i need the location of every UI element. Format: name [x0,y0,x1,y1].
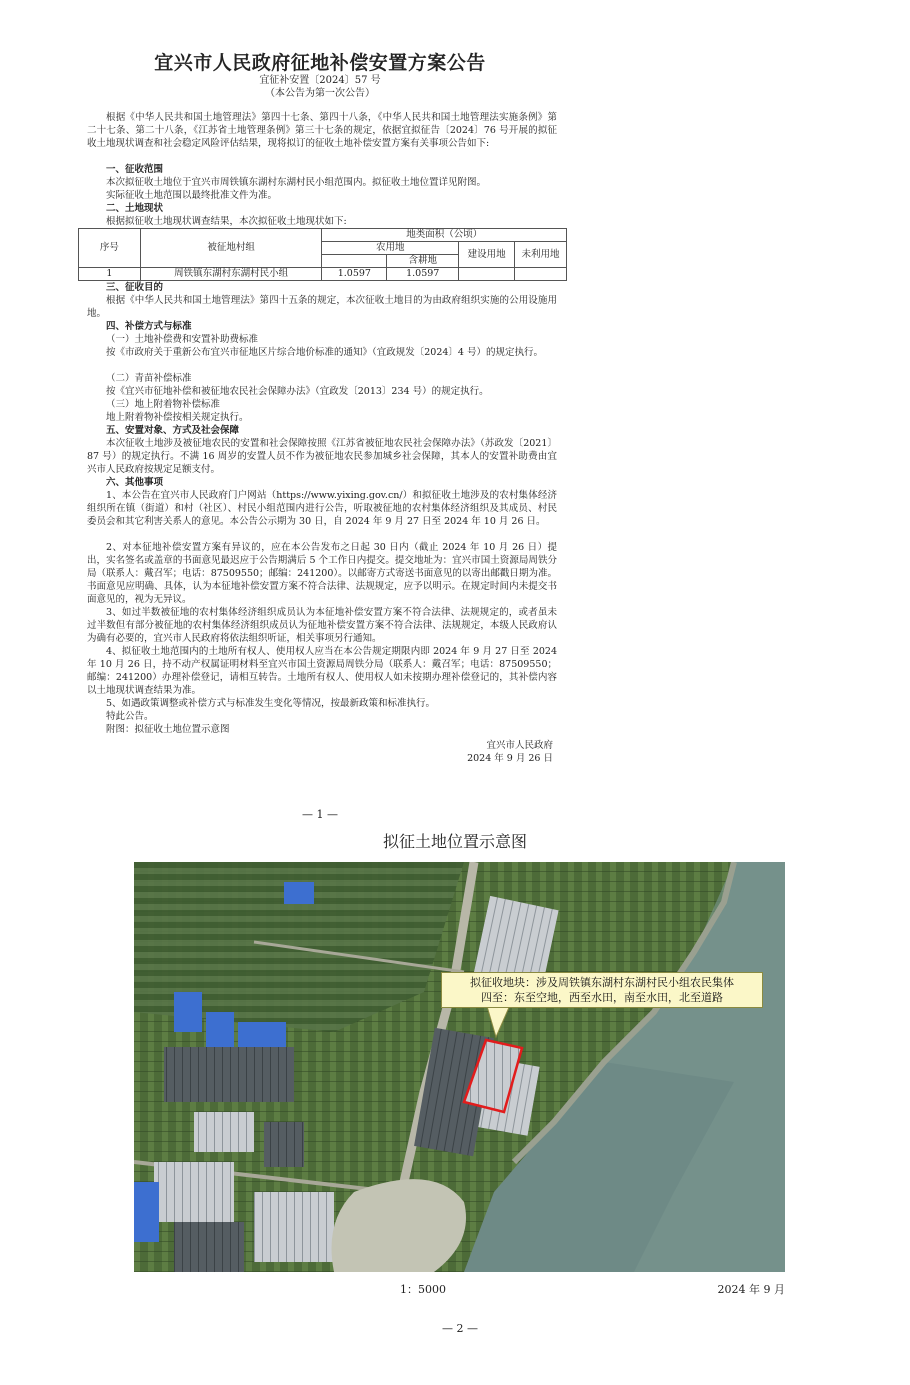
map-scale: 1：5000 [400,1283,446,1296]
satellite-map [134,862,785,1272]
cell-seq: 1 [79,268,141,281]
section-1-p2: 实际征收土地范围以最终批准文件为准。 [106,190,278,201]
callout-line-1: 拟征收地块：涉及周铁镇东湖村东湖村民小组农民集体 [470,976,734,989]
land-status-table [78,228,567,281]
cell-arable: 1.0597 [387,268,459,281]
section-1-p1: 本次拟征收土地位于宜兴市周铁镇东湖村东湖村民小组范围内。拟征收土地位置详见附图。 [106,177,487,188]
header-agri: 农用地 [322,242,459,255]
cell-agri: 1.0597 [322,268,387,281]
cell-unused [515,268,567,281]
section-6-p5: 5、如遇政策调整或补偿方式与标准发生变化等情况，按最新政策和标准执行。 [106,698,436,709]
header-seq: 序号 [79,229,141,268]
section-4-sub2: （二）青苗补偿标准 [106,373,192,384]
section-3-heading: 三、征收目的 [106,282,164,293]
section-5-heading: 五、安置对象、方式及社会保障 [106,425,240,436]
page-title: 宜兴市人民政府征地补偿安置方案公告 [154,52,486,74]
attachment-text: 附图：拟征收土地位置示意图 [106,724,230,735]
header-construction: 建设用地 [459,242,515,268]
map-title: 拟征土地位置示意图 [382,832,527,851]
section-2-heading: 二、土地现状 [106,203,164,214]
map-date: 2024 年 9 月 [717,1283,785,1296]
section-2-p1: 根据拟征收土地现状调查结果，本次拟征收土地现状如下: [106,216,347,227]
section-6-p2: 2、对本征地补偿安置方案有异议的，应在本公告发布之日起 30 日内（截止 2024 年 10 月 26 日）提出，实名签名或盖章的书面意见最迟应于公告期满后 5 个工作日内提交。提交地址为：宜兴市国土资源局周铁分局（联系人：戴召军；电话：87509550；邮编：241200）。以邮寄方式寄送书面意见的以寄出邮戳日期为准。书面意见应明确、具体，认为本征地补偿安置方案不符合法律、法规规定，应予以明示。在规定时间内未提交书面意见的，视为无异议。 [87,542,557,605]
signature-date: 2024 年 9 月 26 日 [467,753,553,764]
cell-construction [459,268,515,281]
section-4-heading: 四、补偿方式与标准 [106,321,192,332]
section-6-p3: 3、如过半数被征地的农村集体经济组织成员认为本征地补偿安置方案不符合法律、法规规定的，或者虽未过半数但有部分被征地的农村集体经济组织成员认为征地补偿安置方案不符合法律、法规规定，本级人民政府认为确有必要的，宜兴市人民政府将依法组织听证，相关事项另行通知。 [87,607,557,644]
closing-text: 特此公告。 [106,711,154,722]
section-1-heading: 一、征收范围 [106,164,164,175]
header-area: 地类面积（公顷） [322,229,567,242]
section-5-p1: 本次征收土地涉及被征地农民的安置和社会保障按照《江苏省被征地农民社会保障办法》（苏政发〔2021〕87 号）的规定执行。不满 16 周岁的安置人员不作为被征地农民参加城乡社会保障，其本人的安置补助费由宜兴市人民政府按规定足额支付。 [87,438,557,475]
doc-number: 宜征补安置〔2024〕57 号 [259,75,381,86]
table-row [79,268,567,281]
section-4-sub1-text: 按《市政府关于重新公布宜兴市征地区片综合地价标准的通知》（宜政规发〔2024〕4 号）的规定执行。 [106,347,543,358]
section-4-sub2-text: 按《宜兴市征地补偿和被征地农民社会保障办法》（宜政发〔2013〕234 号）的规定执行。 [106,386,489,397]
header-arable: 含耕地 [387,255,459,268]
section-4-sub3: （三）地上附着物补偿标准 [106,399,221,410]
section-3-p1: 根据《中华人民共和国土地管理法》第四十五条的规定，本次征收土地目的为由政府组织实施的公用设施用地。 [87,295,557,319]
header-unused: 未利用地 [515,242,567,268]
intro-paragraph: 根据《中华人民共和国土地管理法》第四十七条、第四十八条，《中华人民共和国土地管理法实施条例》第二十七条、第二十八条，《江苏省土地管理条例》第三十七条的规定，依据宜拟征告〔2024〕76 号开展的拟征收土地现状调查和社会稳定风险评估结果，现将拟订的征收土地补偿安置方案有关事项公告如下: [87,112,557,149]
map-image [134,862,785,1272]
section-6-p4: 4、拟征收土地范围内的土地所有权人、使用权人应当在本公告规定期限内即 2024 年 9 月 27 日至 2024 年 10 月 26 日，持不动产权属证明材料至宜兴市国土资源局周铁分局（联系人：戴召军；电话：87509550；邮编：241200）办理补偿登记，请相互转告。土地所有权人、使用权人如未按期办理补偿登记的，其补偿内容以土地现状调查结果为准。 [87,646,557,696]
signature-org: 宜兴市人民政府 [486,740,553,751]
section-6-heading: 六、其他事项 [106,477,164,488]
parcel-callout [441,972,763,1008]
page-number-2: — 2 — [442,1322,478,1335]
notice-number: （本公告为第一次公告） [265,88,375,99]
cell-group: 周铁镇东湖村东湖村民小组 [140,268,322,281]
page-number-1: — 1 — [302,808,338,821]
callout-line-2: 四至：东至空地，西至水田，南至水田，北至道路 [481,991,723,1004]
section-4-sub1: （一）土地补偿费和安置补助费标准 [106,334,259,345]
section-4-sub3-text: 地上附着物补偿按相关规定执行。 [106,412,249,423]
header-village-group: 被征地村组 [140,229,322,268]
section-6-p1: 1、本公告在宜兴市人民政府门户网站（https://www.yixing.gov.cn/）和拟征收土地涉及的农村集体经济组织所在镇（街道）和村（社区）、村民小组范围内进行公告，听取被征地的农村集体经济组织及其成员、村民委员会和其它利害关系人的意见。本公告公示期为 30 日，自 2024 年 9 月 27 日至 2024 年 10 月 26 日。 [87,490,557,527]
header-agri-blank [322,255,387,268]
